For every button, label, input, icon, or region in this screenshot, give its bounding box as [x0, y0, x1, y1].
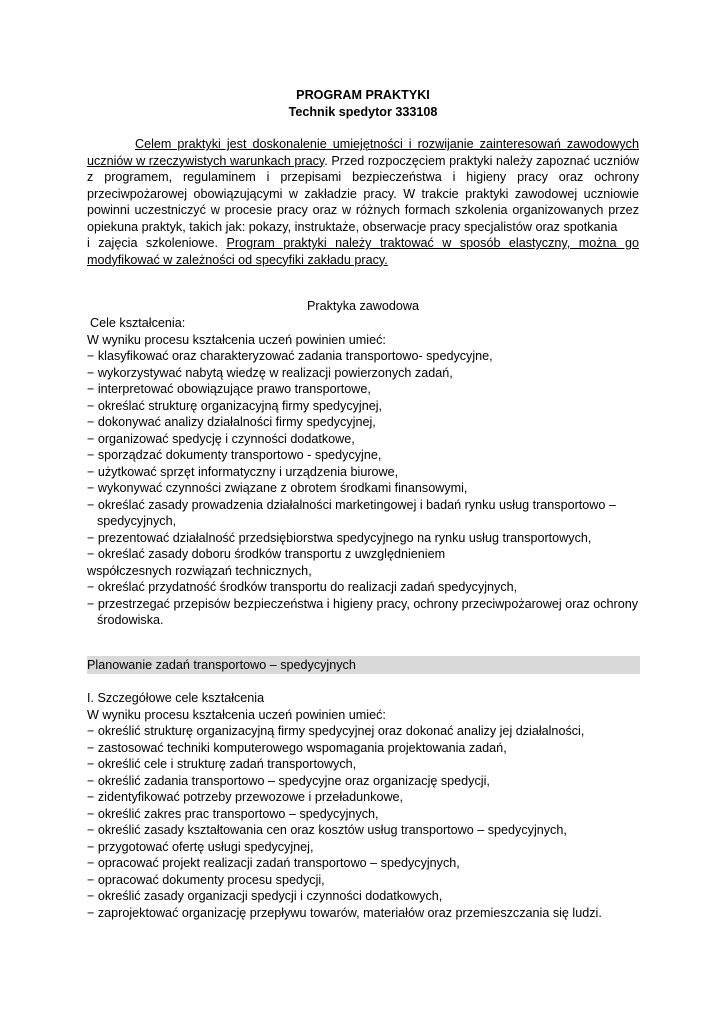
- list-item-text: przygotować ofertę usługi spedycyjnej,: [97, 839, 314, 854]
- goals-label: Cele kształcenia:: [90, 316, 186, 330]
- list-item-text: określić zasady kształtowania cen oraz kosztów usług transportowo – spedycyjnych,: [97, 823, 567, 837]
- list-item-text: sporządzać dokumenty transportowo - spedycyjne,: [97, 448, 382, 462]
- list-item: [87, 365, 647, 382]
- bullet-dash: −: [87, 889, 95, 903]
- intro-paragraph: [87, 136, 639, 268]
- list-item: [87, 855, 647, 872]
- detailed-goals-title: I. Szczegółowe cele kształcenia: [87, 691, 265, 705]
- list-item: [87, 806, 647, 823]
- list-item: [87, 888, 647, 905]
- list-item: [87, 905, 647, 922]
- list-item: [87, 579, 647, 596]
- list-item-text: opracować projekt realizacji zadań transportowo – spedycyjnych,: [97, 856, 460, 870]
- list-item-text: klasyfikować oraz charakteryzować zadania transportowo- spedycyjne,: [97, 349, 493, 363]
- list-item-text: określić zakres prac transportowo – spedycyjnych,: [97, 806, 379, 821]
- bullet-dash: −: [87, 365, 95, 380]
- bullet-dash: −: [87, 431, 95, 446]
- intro-line: przeciwpożarowej obowiązującymi w zakładzie pracy. W trakcie praktyki zawodowej uczniowie: [87, 186, 639, 201]
- bullet-dash: −: [87, 464, 95, 479]
- section-praktyka: [87, 315, 647, 629]
- intro-line: uczniów w rzeczywistych warunkach pracy: [87, 153, 325, 168]
- list-item-text: określać zasady doboru środków transportu z uwzględnieniem: [97, 547, 446, 561]
- bullet-dash: −: [87, 580, 95, 594]
- bullet-dash: −: [87, 773, 95, 788]
- intro-line: i zajęcia szkoleniowe.: [87, 236, 227, 250]
- intro-line: modyfikować w zależności od specyfiki zakładu pracy.: [87, 252, 388, 267]
- list-item: [87, 530, 647, 547]
- list-item: środowiska.: [97, 613, 164, 627]
- list-item: [87, 464, 647, 481]
- list-item: [87, 596, 647, 613]
- section-planowanie: [87, 690, 647, 921]
- list-item-text: dokonywać analizy działalności firmy spedycyjnej,: [97, 415, 376, 429]
- intro-line: z programem, regulaminem i przepisami bezpieczeństwa i higieny pracy oraz ochrony: [87, 170, 639, 184]
- intro-line: powinni uczestniczyć w procesie pracy oraz w różnych formach szkolenia organizowanych przez: [87, 203, 639, 217]
- detailed-goals-list: [87, 723, 647, 921]
- list-item-text: przestrzegać przepisów bezpieczeństwa i higieny pracy, ochrony przeciwpożarowej oraz ochrony: [97, 596, 639, 611]
- list-item-text: określić zadania transportowo – spedycyjne oraz organizację spedycji,: [97, 773, 490, 788]
- bullet-dash: −: [87, 740, 95, 755]
- list-item-text: zastosować techniki komputerowego wspomagania projektowania zadań,: [97, 740, 507, 755]
- list-item-text: określać przydatność środków transportu do realizacji zadań spedycyjnych,: [97, 580, 518, 594]
- list-item: [87, 348, 647, 365]
- document-subtitle: Technik spedytor 333108: [288, 105, 438, 119]
- list-item: [87, 756, 647, 773]
- list-item: [87, 546, 647, 563]
- list-item: [87, 381, 647, 398]
- document-page: [87, 0, 639, 1024]
- list-item-text: określić cele i strukturę zadań transportowych,: [97, 757, 357, 771]
- list-item: [87, 414, 647, 431]
- list-item: [87, 822, 647, 839]
- list-item-text: zaprojektować organizację przepływu towarów, materiałów oraz przemieszczania się ludzi.: [97, 905, 602, 920]
- bullet-dash: −: [87, 872, 95, 887]
- bullet-dash: −: [87, 596, 95, 611]
- list-item-text: określić zasady organizacji spedycji i czynności dodatkowych,: [97, 889, 443, 903]
- bullet-dash: −: [87, 349, 95, 363]
- detailed-goals-lead: W wyniku procesu kształcenia uczeń powinien umieć:: [87, 707, 386, 722]
- list-item-text: interpretować obowiązujące prawo transportowe,: [97, 382, 371, 396]
- bullet-dash: −: [87, 839, 95, 854]
- bullet-dash: −: [87, 530, 95, 545]
- bullet-dash: −: [87, 415, 95, 429]
- intro-line: Celem praktyki jest doskonalenie umiejętności i rozwijanie zainteresowań zawodowych: [135, 137, 639, 151]
- section-title-praktyka: Praktyka zawodowa: [307, 299, 419, 313]
- list-item: [87, 497, 647, 514]
- bullet-dash: −: [87, 790, 95, 804]
- list-item: [87, 447, 647, 464]
- document-title: PROGRAM PRAKTYKI: [296, 88, 430, 102]
- goals-lead: W wyniku procesu kształcenia uczeń powinien umieć:: [87, 332, 386, 347]
- bullet-dash: −: [87, 481, 95, 495]
- list-item: spedycyjnych,: [97, 514, 177, 528]
- list-item: [87, 872, 647, 889]
- bullet-dash: −: [87, 497, 95, 512]
- list-item: [87, 740, 647, 757]
- list-item: [87, 839, 647, 856]
- bullet-dash: −: [87, 856, 95, 870]
- list-item: [87, 773, 647, 790]
- list-item-text: wykonywać czynności związane z obrotem środkami finansowymi,: [97, 481, 468, 495]
- bullet-dash: −: [87, 448, 95, 462]
- band-title: Planowanie zadań transportowo – spedycyjnych: [87, 658, 356, 672]
- list-item-text: określać zasady prowadzenia działalności marketingowej i badań rynku usług transportowo –: [97, 497, 616, 512]
- section-band: [87, 656, 640, 674]
- list-item: [87, 431, 647, 448]
- bullet-dash: −: [87, 757, 95, 771]
- intro-line: Program praktyki należy traktować w sposób elastyczny, można go: [226, 236, 639, 250]
- list-item-text: wykorzystywać nabytą wiedzę w realizacji powierzonych zadań,: [97, 365, 453, 380]
- list-item-text: organizować spedycję i czynności dodatkowe,: [97, 431, 355, 446]
- bullet-dash: −: [87, 905, 95, 920]
- list-item: [87, 480, 647, 497]
- bullet-dash: −: [87, 806, 95, 821]
- intro-line: . Przed rozpoczęciem praktyki należy zapoznać uczniów: [324, 153, 639, 168]
- list-item: [87, 723, 647, 740]
- intro-line: opiekuna praktyk, takich jak: pokazy, instruktaże, obserwacje pracy specjalistów oraz spotkania: [87, 219, 618, 234]
- list-item: [87, 789, 647, 806]
- list-item: [87, 398, 647, 415]
- bullet-dash: −: [87, 398, 95, 413]
- list-item-text: prezentować działalność przedsiębiorstwa spedycyjnego na rynku usług transportowych,: [97, 530, 592, 545]
- list-item-text: zidentyfikować potrzeby przewozowe i przeładunkowe,: [97, 790, 404, 804]
- list-item-text: użytkować sprzęt informatyczny i urządzenia biurowe,: [97, 464, 399, 479]
- bullet-dash: −: [87, 724, 95, 738]
- list-item: współczesnych rozwiązań technicznych,: [87, 563, 312, 578]
- bullet-dash: −: [87, 547, 95, 561]
- goals-list: [87, 348, 647, 629]
- list-item-text: opracować dokumenty procesu spedycji,: [97, 872, 325, 887]
- bullet-dash: −: [87, 382, 95, 396]
- list-item-text: określić strukturę organizacyjną firmy spedycyjnej oraz dokonać analizy jej działalności,: [97, 724, 585, 738]
- list-item-text: określać strukturę organizacyjną firmy spedycyjnej,: [97, 398, 383, 413]
- document-header: [87, 87, 639, 121]
- bullet-dash: −: [87, 823, 95, 837]
